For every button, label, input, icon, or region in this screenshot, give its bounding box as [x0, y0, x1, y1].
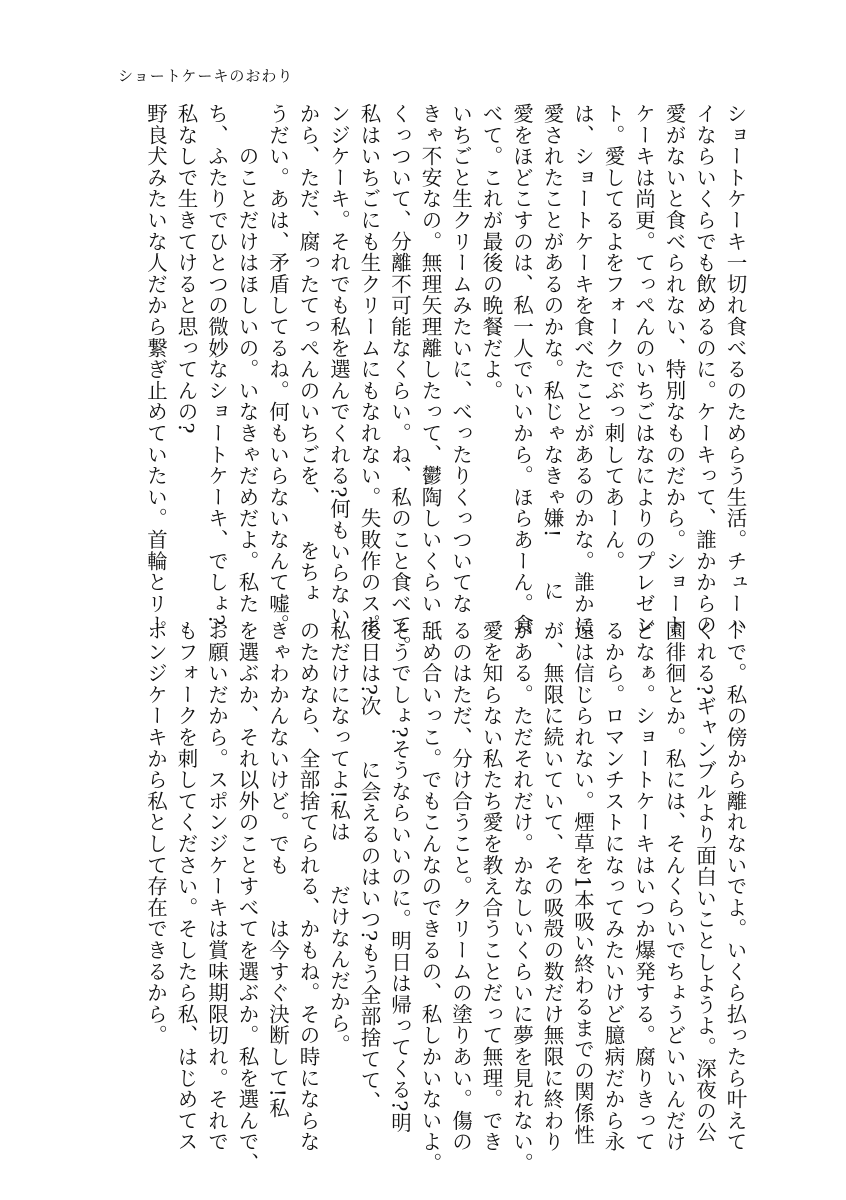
text-line: もフォークを刺してください。そしたら私、はじめてス [174, 620, 198, 1153]
text-line: のためなら、全部捨てられる、かもね。その時にならな [296, 620, 320, 1153]
text-line: 私はいちごにも生クリームにもなれない。失敗作のスポ [357, 103, 381, 636]
text-line: ケーキは尚更。てっぺんのいちごはなによりのプレゼン [631, 103, 656, 636]
text-line: がある。ただそれだけ。かなしいくらいに夢を見れない。 [509, 620, 534, 1174]
text-line: 愛を知らない私たち愛を教え合うことだって無理。でき [479, 620, 503, 1153]
text-line: どなぁ。ショートケーキはいつか爆発する。腐りきって [631, 620, 656, 1153]
text-line: ち、ふたりでひとつの微妙なショートケーキ、でしょ? [204, 103, 229, 626]
text-line: 私なしで生きてけると思ってんの? [174, 103, 198, 435]
text-block-bottom [140, 620, 750, 1174]
text-line: ショートケーキ一切れ食べるのためらう生活。チューハ [723, 103, 747, 636]
text-line: 遠は信じられない。煙草を1本吸い終わるまでの関係性 [570, 620, 595, 1146]
text-line: を選ぶか、それ以外のことすべてを選ぶか。私を選んで、 [235, 620, 259, 1174]
text-line: 野良犬みたいな人だから繋ぎ止めていたい。首輪とリー [143, 103, 168, 636]
text-block-top [140, 103, 750, 657]
text-line: ト。愛してるよをフォークでぶっ刺してあーん。 [601, 103, 625, 572]
text-line: ドで。私の傍から離れないでよ。いくら払ったら叶えて [723, 620, 747, 1153]
text-line: いちごと生クリームみたいに、べったりくっついてな [448, 103, 473, 615]
text-line: くれる?ギャンブルより面白いことしようよ。深夜の公 [692, 620, 717, 1143]
text-line: のことだけはほしいの。いなきゃだめだよ。私た [235, 103, 259, 615]
text-line: るのはただ、分け合うこと。クリームの塗りあい。傷の [448, 620, 473, 1153]
text-line: うだい。あは、矛盾してるね。何もいらないなんて嘘。 [265, 103, 290, 636]
text-line: 園徘徊とか。私には、そんくらいでちょうどいいんだけ [662, 620, 686, 1153]
text-line: くっついて、分離不可能なくらい。ね、私のこと食べて。 [387, 103, 412, 657]
text-line: から、ただ、腐ったてっぺんのいちごを、 をちょ [296, 103, 320, 604]
text-line: は、ショートケーキを食べたことがあるのかな。誰かに [570, 103, 595, 636]
text-line: 愛がないと食べられない、特別なものだから。ショート [662, 103, 686, 636]
text-line: イならいくらでも飲めるのに。ケーキって、誰かからの [692, 103, 717, 636]
text-line: きゃ不安なの。無理矢理離したって、鬱陶しいくらい [418, 103, 442, 615]
text-line: 愛をほどこすのは、私一人でいいから。ほらあーん。食 [509, 103, 534, 636]
text-line: 私だけになってよ!私は だけなんだから。 [326, 620, 351, 1056]
text-line: 舐め合いっこ。でもこんなのできるの、私しかいないよ。 [418, 620, 442, 1174]
text-line: べて。これが最後の晩餐だよ。 [479, 103, 503, 402]
text-line: ンジケーキ。それでも私を選んでくれる?何もいらない [326, 103, 351, 626]
text-line: 愛されたことがあるのかな。私じゃなきゃ嫌! に [540, 103, 564, 602]
text-line: ポンジケーキから私として存在できるから。 [143, 620, 168, 1046]
text-line: るから。ロマンチストになってみたいけど臆病だから永 [601, 620, 625, 1153]
page-title: ショートケーキのおわり [118, 67, 294, 85]
text-line: お願いだから。スポンジケーキは賞味期限切れ。それで [204, 620, 229, 1153]
text-line: そうでしょ?そうならいいのに。明日は帰ってくる?明 [387, 620, 412, 1134]
text-line: きゃわかんないけど。でも は今すぐ決断して!私 [265, 620, 290, 1119]
text-line: 後日は?次 に会えるのはいつ?もう全部捨てて、 [357, 620, 381, 1113]
text-line: が、無限に続いていて、その吸殻の数だけ無限に終わり [540, 620, 564, 1153]
